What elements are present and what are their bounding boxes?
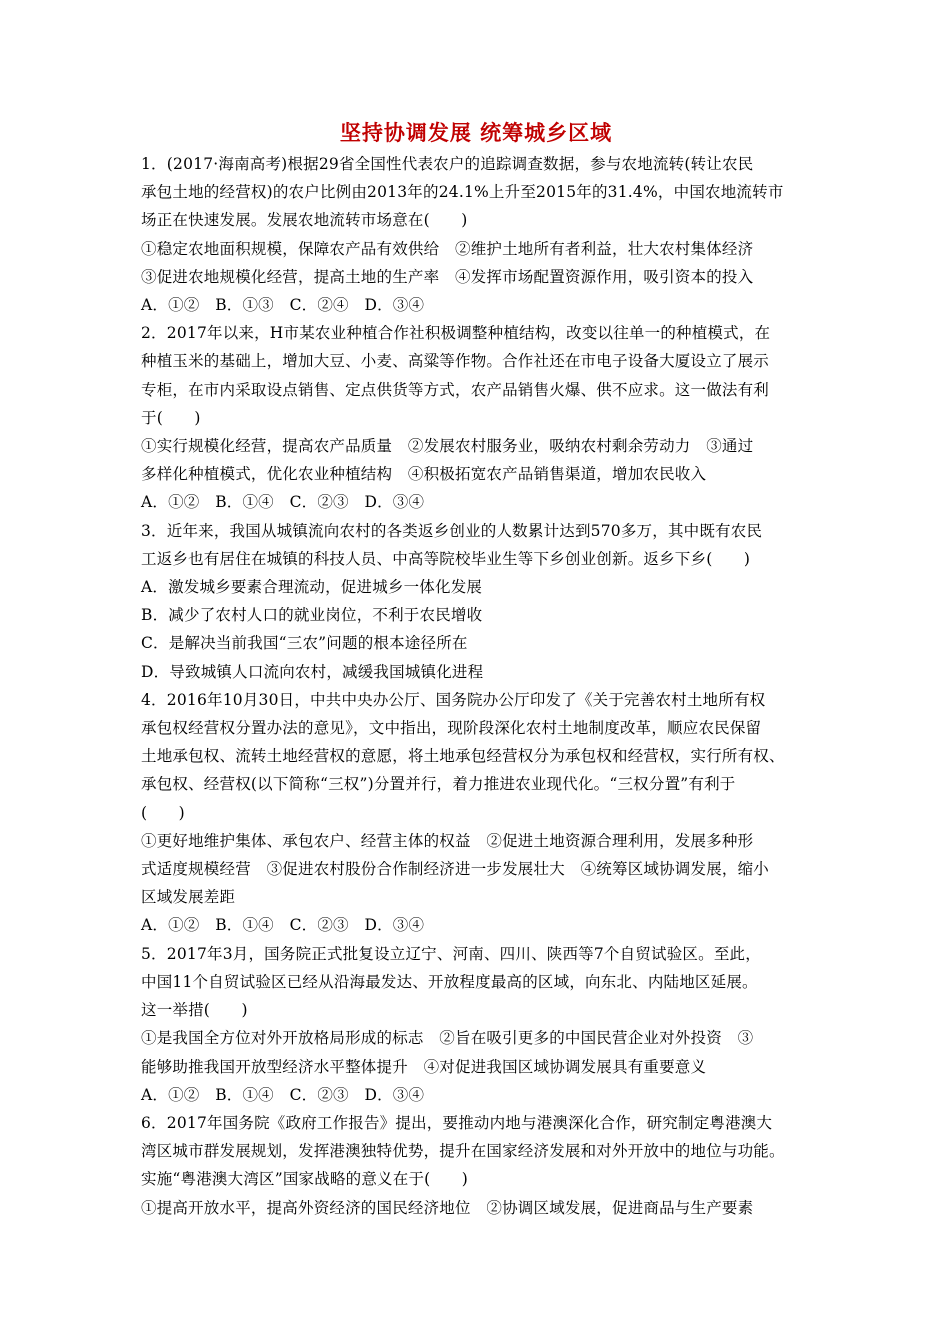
question-line: 场正在快速发展。发展农地流转市场意在( ) bbox=[141, 211, 468, 230]
question-line: 承包权经营权分置办法的意见》，文中指出，现阶段深化农村土地制度改革，顺应农民保留 bbox=[141, 719, 762, 738]
question-line: ①是我国全方位对外开放格局形成的标志 ②旨在吸引更多的中国民营企业对外投资 ③ bbox=[141, 1029, 754, 1048]
question-line: ①更好地维护集体、承包农户、经营主体的权益 ②促进土地资源合理利用，发展多种形 bbox=[141, 831, 754, 850]
question-line: A．①② B．①③ C．②④ D．③④ bbox=[141, 296, 425, 315]
question-line: 这一举措( ) bbox=[141, 1001, 248, 1020]
question-5 bbox=[141, 940, 811, 1109]
question-line: 式适度规模经营 ③促进农村股份合作制经济进一步发展壮大 ④统筹区域协调发展，缩小 bbox=[141, 860, 770, 879]
question-line: 3．近年来，我国从城镇流向农村的各类返乡创业的人数累计达到570多万，其中既有农民 bbox=[141, 521, 763, 540]
question-2 bbox=[141, 319, 811, 516]
question-line: ①实行规模化经营，提高农产品质量 ②发展农村服务业，吸纳农村剩余劳动力 ③通过 bbox=[141, 437, 754, 456]
question-3 bbox=[141, 517, 811, 686]
question-line: 工返乡也有居住在城镇的科技人员、中高等院校毕业生等下乡创业创新。返乡下乡( ) bbox=[141, 549, 751, 568]
question-line: ( ) bbox=[141, 803, 185, 822]
question-line: 6．2017年国务院《政府工作报告》提出，要推动内地与港澳深化合作，研究制定粤港澳大 bbox=[141, 1113, 773, 1132]
question-line: 实施“粤港澳大湾区”国家战略的意义在于( ) bbox=[141, 1170, 469, 1189]
question-line: 1．(2017·海南高考)根据29省全国性代表农户的追踪调查数据，参与农地流转(转让农民 bbox=[141, 155, 754, 173]
question-line: ①稳定农地面积规模，保障农产品有效供给 ②维护土地所有者利益，壮大农村集体经济 bbox=[141, 239, 754, 258]
question-line: 4．2016年10月30日，中共中央办公厅、国务院办公厅印发了《关于完善农村土地所有权 bbox=[141, 690, 766, 709]
question-line: A．激发城乡要素合理流动，促进城乡一体化发展 bbox=[141, 578, 483, 597]
question-line: A．①② B．①④ C．②③ D．③④ bbox=[141, 1085, 425, 1104]
document-page bbox=[141, 118, 811, 1222]
question-line: ③促进农地规模化经营，提高土地的生产率 ④发挥市场配置资源作用，吸引资本的投入 bbox=[141, 267, 754, 286]
question-line: 承包权、经营权(以下简称“三权”)分置并行，着力推进农业现代化。“三权分置”有利于 bbox=[141, 775, 736, 794]
question-line: B．减少了农村人口的就业岗位，不利于农民增收 bbox=[141, 606, 483, 625]
question-line: 湾区城市群发展规划，发挥港澳独特优势，提升在国家经济发展和对外开放中的地位与功能。 bbox=[141, 1142, 785, 1161]
question-line: 5．2017年3月，国务院正式批复设立辽宁、河南、四川、陕西等7个自贸试验区。至此， bbox=[141, 944, 761, 963]
question-line: 于( ) bbox=[141, 408, 201, 427]
question-line: 2．2017年以来，H市某农业种植合作社积极调整种植结构，改变以往单一的种植模式，在 bbox=[141, 324, 771, 343]
question-line: 多样化种植模式，优化农业种植结构 ④积极拓宽农产品销售渠道，增加农民收入 bbox=[141, 465, 707, 484]
question-line: A．①② B．①④ C．②③ D．③④ bbox=[141, 916, 425, 935]
question-1 bbox=[141, 150, 811, 319]
document-title: 坚持协调发展 统筹城乡区域 bbox=[339, 120, 613, 145]
question-line: A．①② B．①④ C．②③ D．③④ bbox=[141, 493, 425, 512]
question-line: 能够助推我国开放型经济水平整体提升 ④对促进我国区域协调发展具有重要意义 bbox=[141, 1057, 707, 1076]
question-line: 专柜，在市内采取设点销售、定点供货等方式，农产品销售火爆、供不应求。这一做法有利 bbox=[141, 380, 770, 399]
question-line: 承包土地的经营权)的农户比例由2013年的24.1%上升至2015年的31.4%，中国农地流转市 bbox=[141, 183, 784, 202]
question-line: ①提高开放水平，提高外资经济的国民经济地位 ②协调区域发展，促进商品与生产要素 bbox=[141, 1198, 754, 1217]
question-line: C．是解决当前我国“三农”问题的根本途径所在 bbox=[141, 634, 468, 653]
question-list bbox=[141, 150, 811, 1222]
question-line: D．导致城镇人口流向农村，减缓我国城镇化进程 bbox=[141, 662, 484, 681]
question-line: 土地承包权、流转土地经营权的意愿，将土地承包经营权分为承包权和经营权，实行所有权、 bbox=[141, 747, 785, 766]
question-6 bbox=[141, 1109, 811, 1222]
question-line: 中国11个自贸试验区已经从沿海最发达、开放程度最高的区域，向东北、内陆地区延展。 bbox=[141, 972, 758, 991]
question-line: 区域发展差距 bbox=[141, 888, 236, 907]
question-line: 种植玉米的基础上，增加大豆、小麦、高粱等作物。合作社还在市电子设备大厦设立了展示 bbox=[141, 352, 770, 371]
question-4 bbox=[141, 686, 811, 940]
